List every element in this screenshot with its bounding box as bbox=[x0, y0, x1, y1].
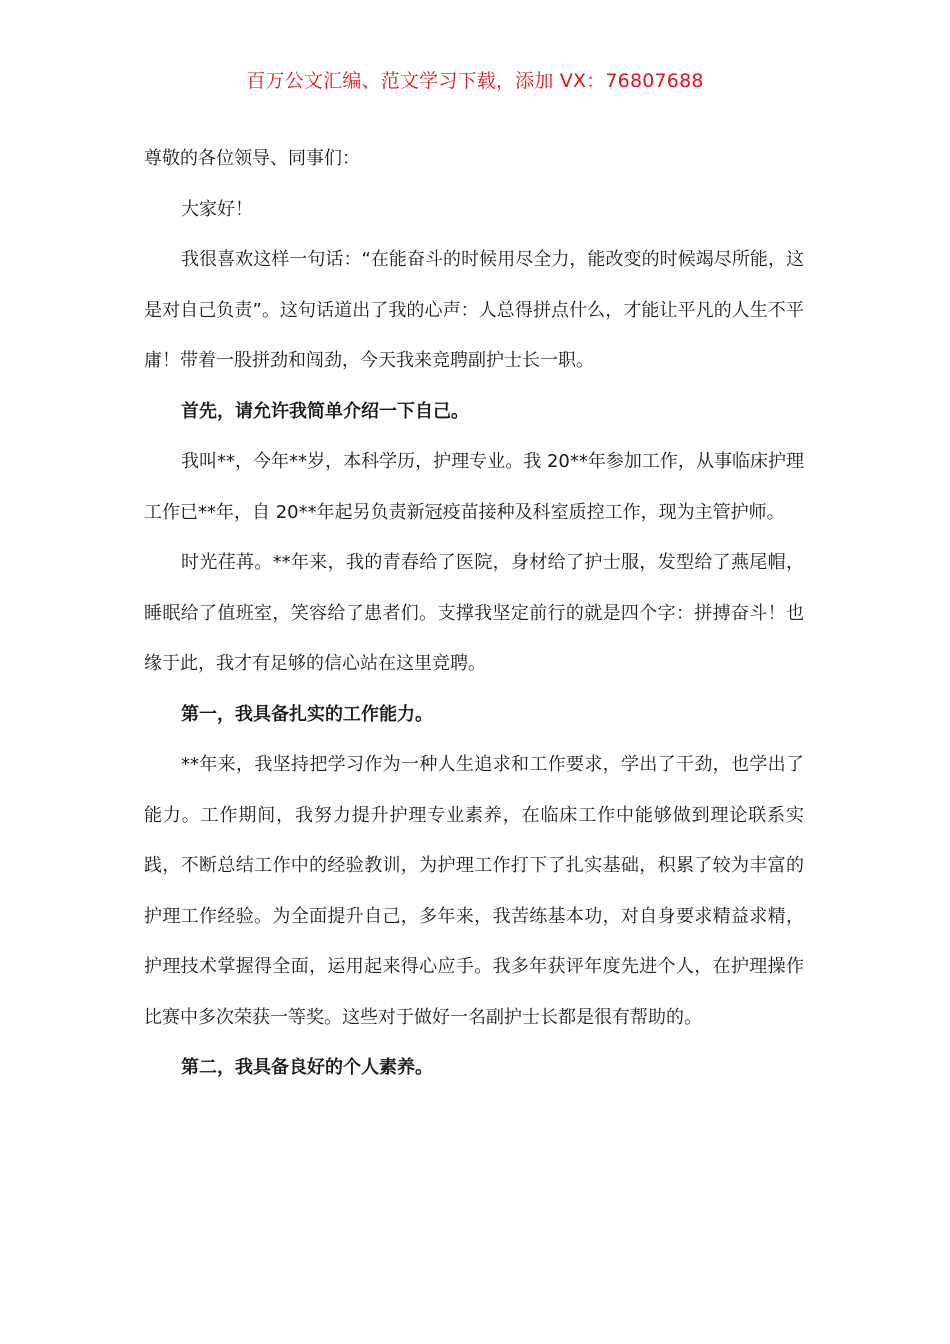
section-heading-personal-quality: 第二，我具备良好的个人素养。 bbox=[181, 1057, 433, 1078]
paragraph-ability: **年来，我坚持把学习作为一种人生追求和工作要求，学出了干劲，也学出了能力。工作期间，我努力提升护理专业素养，在临床工作中能够做到理论联系实践，不断总结工作中的经验教训，为护理工作打下了扎实基础，积累了较为丰富的护理工作经验。为全面提升自己，多年来，我苦练基本功，对自身要求精益求精，护理技术掌握得全面，运用起来得心应手。我多年获评年度先进个人，在护理操作比赛中多次荣获一等奖。这些对于做好一名副护士长都是很有帮助的。 bbox=[144, 754, 804, 1028]
section-heading-self-intro: 首先，请允许我简单介绍一下自己。 bbox=[181, 400, 469, 422]
promo-banner: 百万公文汇编、范文学习下载，添加 VX：76807688 bbox=[246, 70, 704, 92]
paragraph-intro-quote: 我很喜欢这样一句话：“在能奋斗的时候用尽全力，能改变的时候竭尽所能，这是对自己负责”。这句话道出了我的心声：人总得拼点什么，才能让平凡的人生不平庸！带着一股拼劲和闯劲，今天我来竞聘副护士长一职。 bbox=[144, 249, 804, 371]
salutation: 尊敬的各位领导、同事们： bbox=[144, 148, 360, 169]
document-body bbox=[144, 134, 804, 1094]
greeting: 大家好！ bbox=[181, 198, 253, 220]
paragraph-years-of-service: 时光荏苒。**年来，我的青春给了医院，身材给了护士服，发型给了燕尾帽，睡眠给了值班室，笑容给了患者们。支撑我坚定前行的就是四个字：拼搏奋斗！也缘于此，我才有足够的信心站在这里竞聘。 bbox=[144, 552, 804, 674]
paragraph-self-intro: 我叫**，今年**岁，本科学历，护理专业。我 20**年参加工作，从事临床护理工作已**年，自 20**年起另负责新冠疫苗接种及科室质控工作，现为主管护师。 bbox=[144, 451, 804, 523]
section-heading-ability: 第一，我具备扎实的工作能力。 bbox=[181, 703, 433, 725]
